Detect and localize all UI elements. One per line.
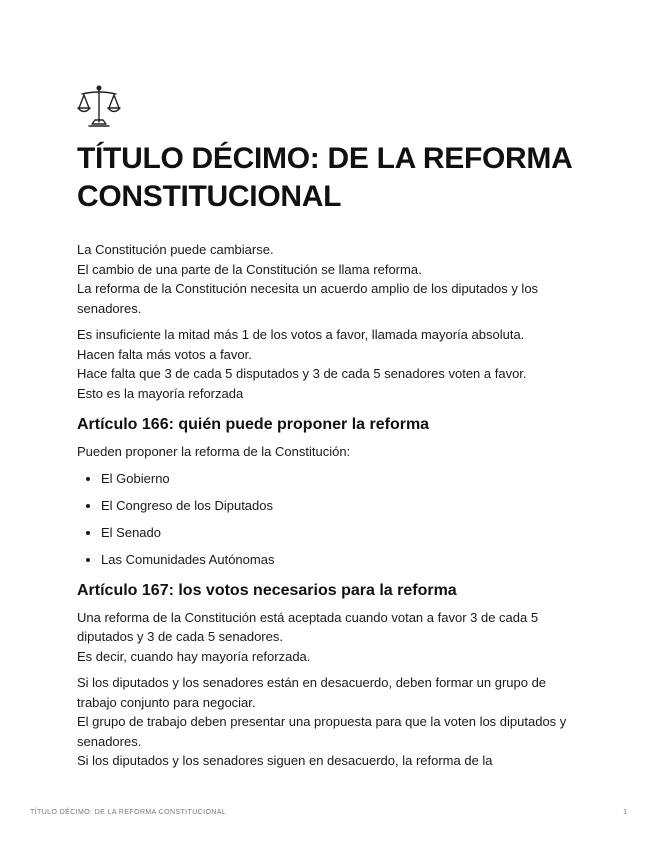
proposer-list [77, 469, 587, 569]
document-page [77, 84, 587, 778]
article-167-paragraph-2 [77, 673, 587, 771]
list-item: • Las Comunidades Autónomas [101, 550, 587, 569]
article-166-lead: Pueden proponer la reforma de la Constitución: [77, 444, 351, 459]
text-line: Esto es la mayoría reforzada [77, 385, 244, 401]
list-item: • El Gobierno [101, 469, 587, 488]
intro-paragraph-2 [77, 325, 587, 403]
page-number: 1 [623, 809, 627, 816]
text-line: La Constitución puede cambiarse. [77, 242, 274, 257]
text-line: Es insuficiente la mitad más 1 de los votos a favor, llamada mayoría absoluta. [77, 327, 525, 342]
running-footer-title: TÍTULO DÉCIMO: DE LA REFORMA CONSTITUCIONAL [30, 809, 227, 816]
text-line: El cambio de una parte de la Constitución se llama reforma. [77, 261, 422, 277]
list-item: • El Congreso de los Diputados [101, 496, 587, 515]
text-line: El grupo de trabajo deben presentar una propuesta para que la voten los diputados y senadores. [77, 714, 567, 749]
text-line: La reforma de la Constitución necesita un acuerdo amplio de los diputados y los senadores. [77, 281, 539, 316]
text-line: Si los diputados y los senadores siguen en desacuerdo, la reforma de la [77, 753, 493, 768]
page-title: TÍTULO DÉCIMO: DE LA REFORMA CONSTITUCIONAL [77, 142, 572, 213]
text-line: Hacen falta más votos a favor. [77, 346, 252, 362]
text-line: Una reforma de la Constitución está aceptada cuando votan a favor 3 de cada 5 diputados y 3 de cada 5 senadores. [77, 609, 539, 644]
list-item: • El Senado [101, 523, 587, 542]
article-166-heading: Artículo 166: quién puede proponer la reforma [77, 416, 430, 433]
text-line: Es decir, cuando hay mayoría reforzada. [77, 648, 311, 664]
article-167-heading: Artículo 167: los votos necesarios para la reforma [77, 581, 457, 599]
intro-paragraph-1 [77, 240, 587, 318]
text-line: Si los diputados y los senadores están en desacuerdo, deben formar un grupo de trabajo conjunto para negociar. [77, 675, 547, 710]
article-167-paragraph-1 [77, 608, 587, 667]
text-line: Hace falta que 3 de cada 5 disputados y 3 de cada 5 senadores voten a favor. [77, 366, 527, 381]
balance-scale-icon [75, 84, 123, 130]
